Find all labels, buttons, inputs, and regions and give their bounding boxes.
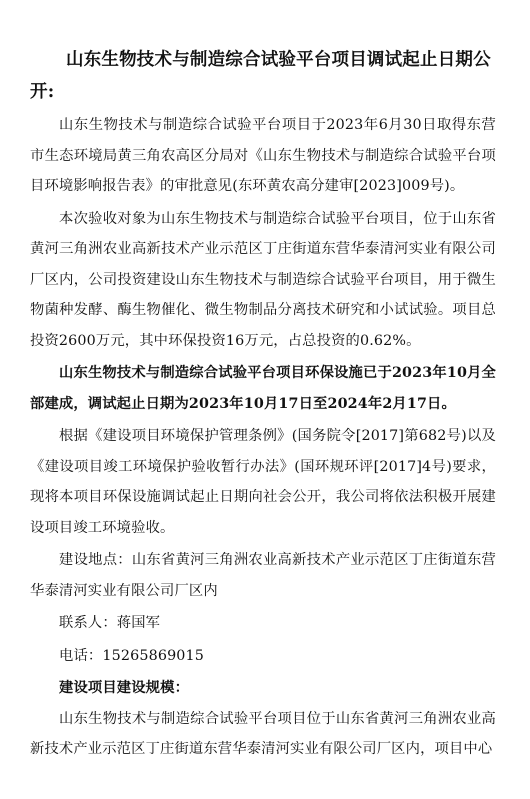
document-title: 山东生物技术与制造综合试验平台项目调试起止日期公开:	[30, 50, 491, 102]
paragraph-acceptance-object: 本次验收对象为山东生物技术与制造综合试验平台项目，位于山东省黄河三角洲农业高新技术产业示范区丁庄街道东营华泰清河实业有限公司厂区内，公司投资建设山东生物技术与制造综合试验平台项目，用于微生物菌种发酵、酶生物催化、微生物制品分离技术研究和小试试验。项目总投资2600万元，其中环保投资16万元，占总投资的0.62%。	[30, 210, 496, 349]
paragraph-debug-dates: 山东生物技术与制造综合试验平台项目环保设施已于2023年10月全部建成，调试起止日期为2023年10月17日至2024年2月17日。	[30, 365, 496, 412]
paragraph-phone: 电话：15265869015	[59, 647, 205, 664]
paragraph-location: 建设地点：山东省黄河三角洲农业高新技术产业示范区丁庄街道东营华泰清河实业有限公司厂区内	[30, 552, 496, 599]
paragraph-regulations: 根据《建设项目环境保护管理条例》(国务院令[2017]第682号)以及《建设项目竣工环境保护验收暂行办法》(国环规环评[2017]4号)要求，现将本项目环保设施调试起止日期向社会公开，我公司将依法积极开展建设项目竣工环境验收。	[30, 428, 496, 536]
paragraph-contact-person: 联系人：蒋国军	[59, 615, 161, 631]
paragraph-approval: 山东生物技术与制造综合试验平台项目于2023年6月30日取得东营市生态环境局黄三角农高区分局对《山东生物技术与制造综合试验平台项目环境影响报告表》的审批意见(东环黄农高分建审[2023]009号)。	[30, 117, 496, 194]
section-heading-scale: 建设项目建设规模：	[59, 680, 190, 696]
paragraph-scale: 山东生物技术与制造综合试验平台项目位于山东省黄河三角洲农业高新技术产业示范区丁庄街道东营华泰清河实业有限公司厂区内，项目中心	[30, 710, 496, 757]
